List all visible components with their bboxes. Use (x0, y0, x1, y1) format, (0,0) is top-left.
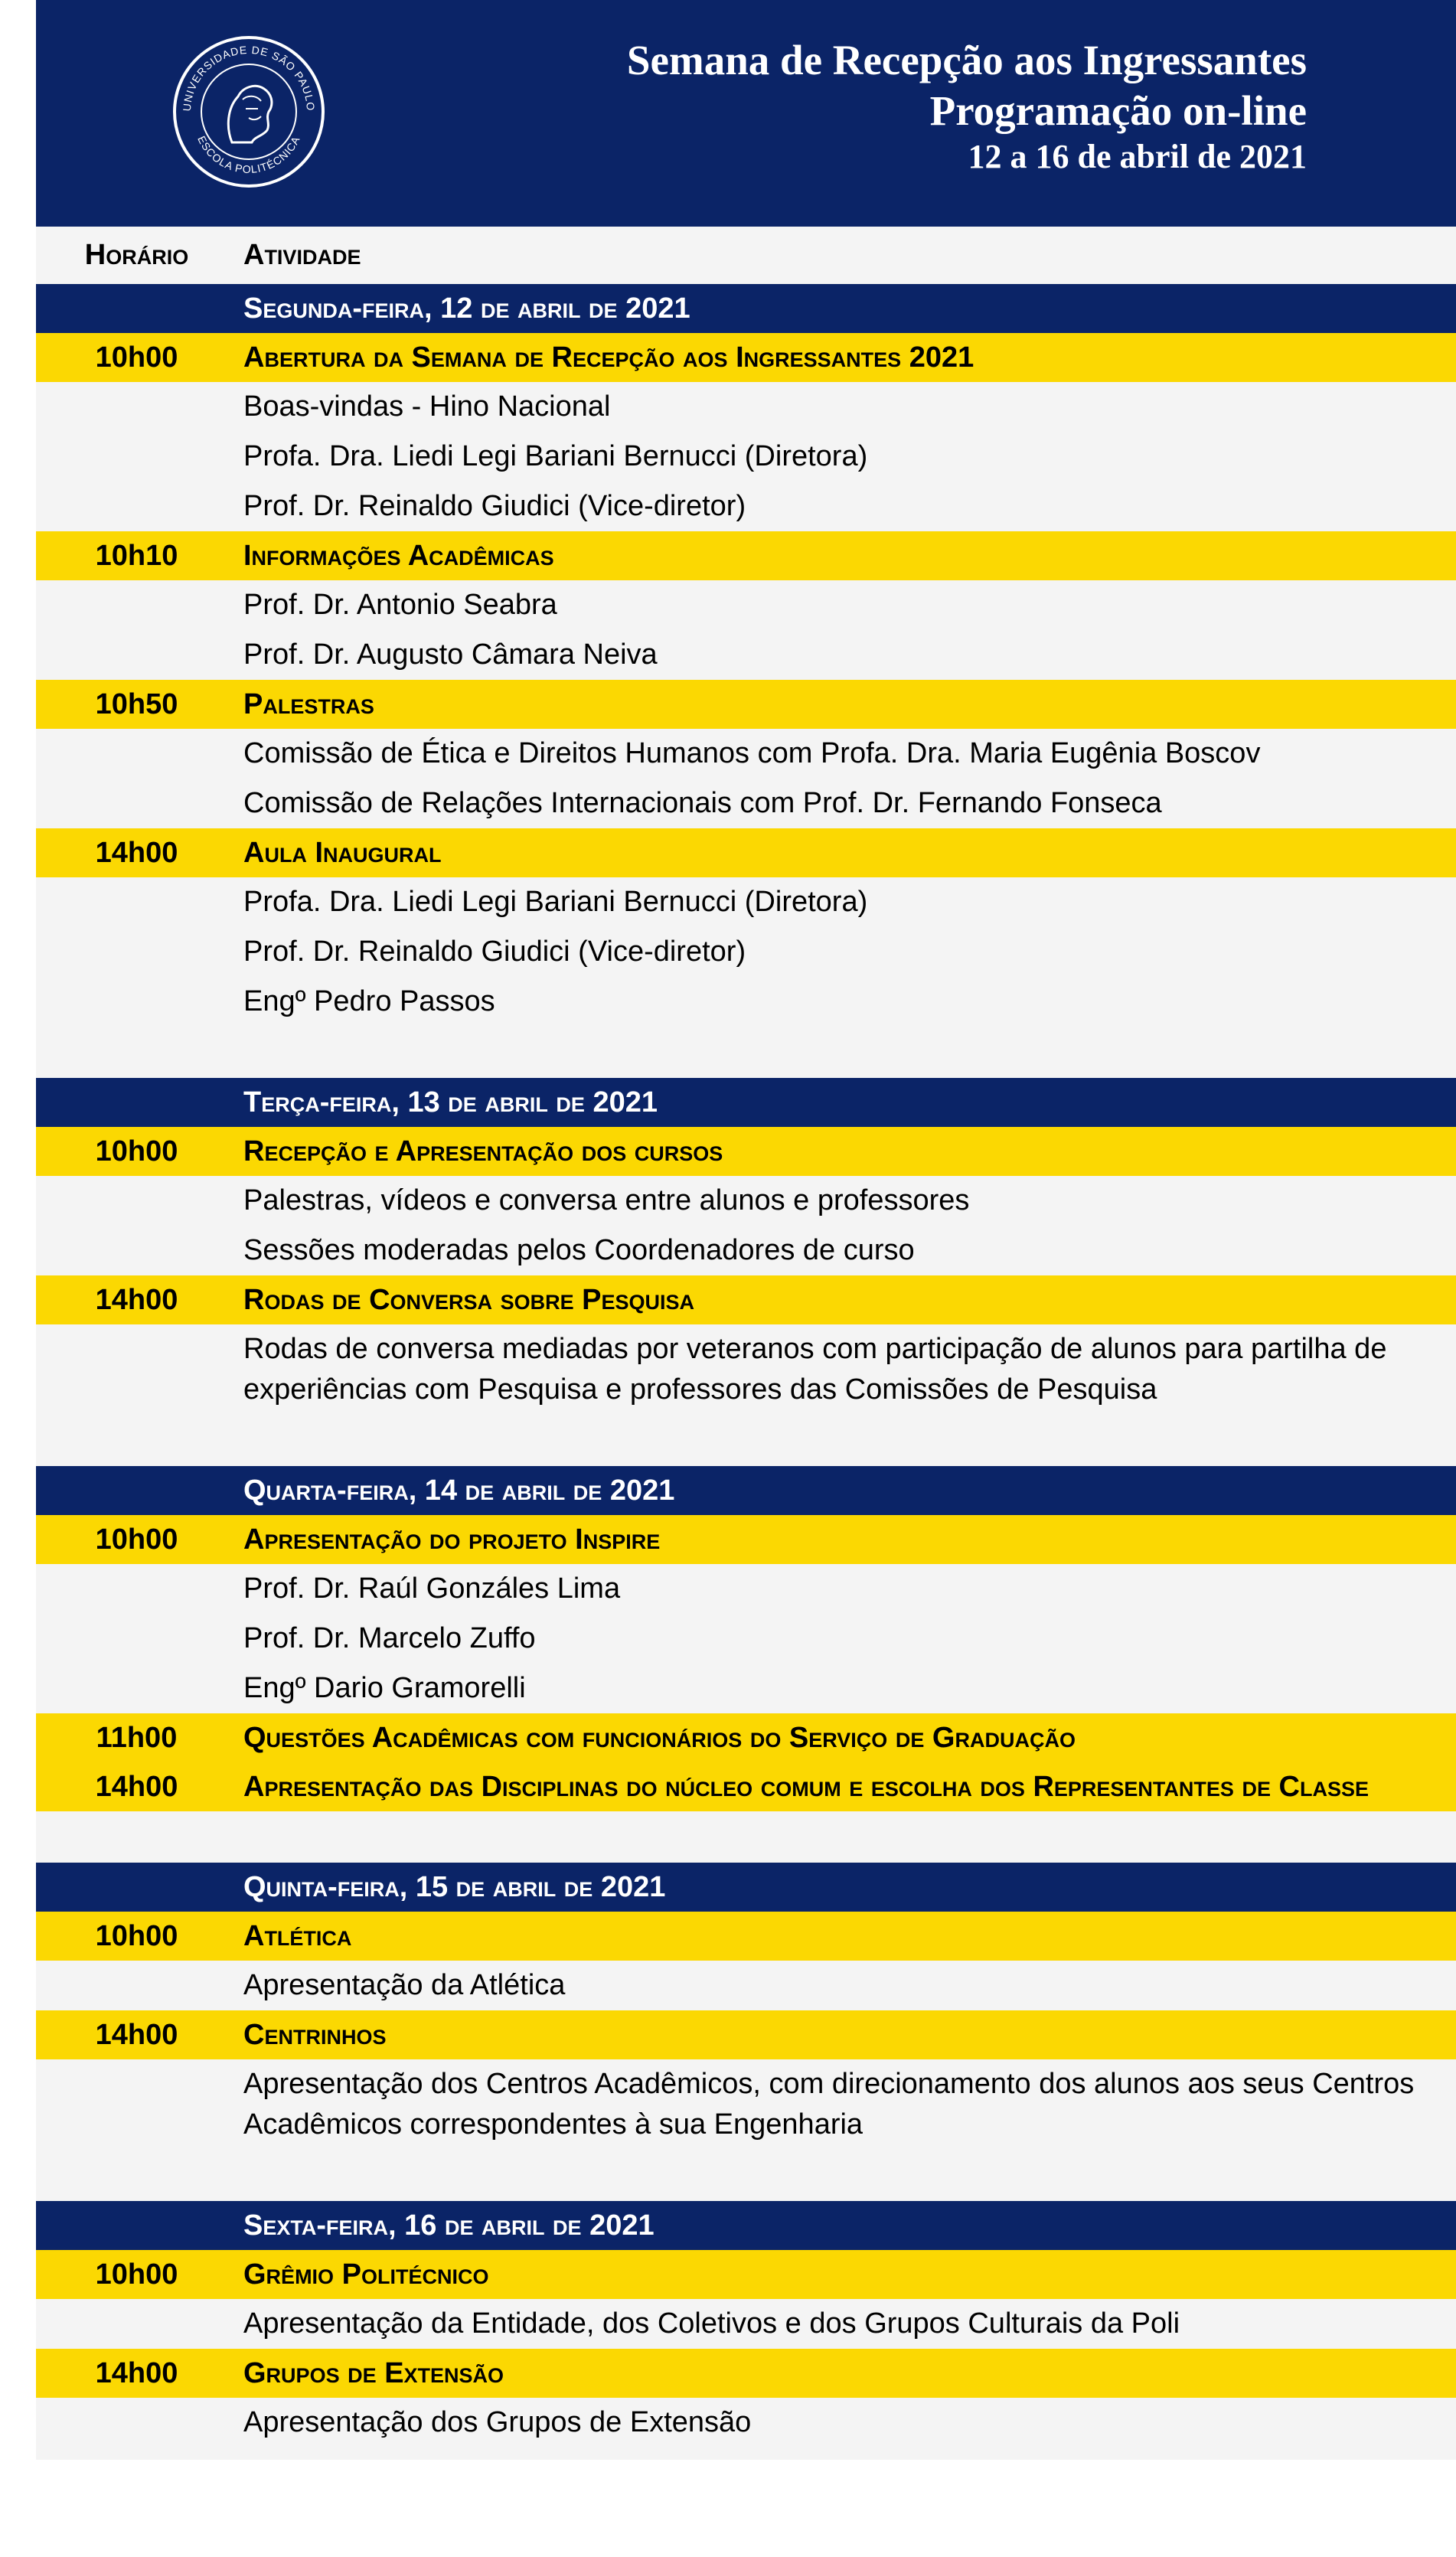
event-title: Aula Inaugural (243, 837, 442, 869)
document (36, 0, 1456, 2460)
event-row (36, 2250, 1456, 2299)
event-time: 10h00 (95, 341, 178, 374)
detail-text: Sessões moderadas pelos Coordenadores de curso (243, 1234, 915, 1266)
day-header-row (36, 1078, 1456, 1127)
event-title: Palestras (243, 688, 374, 720)
university-seal-icon (172, 35, 325, 188)
detail-row (36, 1664, 1456, 1713)
event-title: Grêmio Politécnico (243, 2258, 489, 2291)
event-time: 10h00 (95, 1135, 178, 1167)
day-header-row (36, 1863, 1456, 1912)
detail-row (36, 482, 1456, 531)
event-row (36, 1713, 1456, 1762)
event-row (36, 1515, 1456, 1564)
detail-row (36, 580, 1456, 630)
event-time: 14h00 (95, 836, 178, 869)
detail-row (36, 1324, 1456, 1415)
column-header-activity: Atividade (243, 239, 361, 271)
event-title: Apresentação do projeto Inspire (243, 1523, 661, 1556)
day-spacer (36, 1415, 1456, 1466)
detail-row (36, 1226, 1456, 1275)
day-header-label: Terça-feira, 13 de abril de 2021 (243, 1086, 658, 1118)
event-title: Questões Acadêmicas com funcionários do Serviço de Graduação (243, 1722, 1076, 1754)
event-title: Recepção e Apresentação dos cursos (243, 1135, 723, 1167)
header-title: Semana de Recepção aos Ingressantes (626, 37, 1307, 83)
detail-text: Prof. Dr. Reinaldo Giudici (Vice-diretor) (243, 490, 746, 522)
detail-row (36, 729, 1456, 779)
header-titles (627, 35, 1307, 178)
schedule-table (36, 227, 1456, 2460)
detail-row (36, 432, 1456, 482)
event-title: Centrinhos (243, 2019, 387, 2051)
detail-text: Palestras, vídeos e conversa entre alunos e professores (243, 1184, 970, 1216)
day-header-label: Quinta-feira, 15 de abril de 2021 (243, 1870, 666, 1903)
detail-text: Profa. Dra. Liedi Legi Bariani Bernucci (Diretora) (243, 886, 868, 918)
detail-row (36, 1614, 1456, 1664)
event-row (36, 333, 1456, 382)
column-header-time: Horário (84, 239, 189, 271)
event-title: Atlética (243, 1920, 352, 1952)
event-time: 10h00 (95, 1919, 178, 1952)
event-title: Informações Acadêmicas (243, 540, 554, 572)
detail-text: Apresentação dos Centros Acadêmicos, com direcionamento dos alunos aos seus Centros Acadêmicos correspondentes à sua Engenharia (243, 2068, 1415, 2141)
event-time: 10h10 (95, 539, 178, 572)
event-row (36, 2010, 1456, 2059)
event-title: Rodas de Conversa sobre Pesquisa (243, 1284, 695, 1316)
detail-row (36, 877, 1456, 927)
event-row (36, 2349, 1456, 2398)
detail-row (36, 779, 1456, 828)
column-header-row (36, 227, 1456, 284)
day-header-label: Quarta-feira, 14 de abril de 2021 (243, 1474, 675, 1507)
detail-text: Engº Pedro Passos (243, 985, 495, 1017)
detail-text: Prof. Dr. Marcelo Zuffo (243, 1622, 536, 1654)
event-time: 10h00 (95, 1523, 178, 1556)
event-row (36, 1912, 1456, 1961)
detail-text: Boas-vindas - Hino Nacional (243, 390, 611, 423)
event-row (36, 1275, 1456, 1324)
event-time: 11h00 (96, 1721, 178, 1754)
detail-text: Profa. Dra. Liedi Legi Bariani Bernucci (Diretora) (243, 440, 868, 472)
day-header-row (36, 2201, 1456, 2250)
day-header-label: Sexta-feira, 16 de abril de 2021 (243, 2209, 655, 2242)
day-spacer (36, 1027, 1456, 1078)
detail-row (36, 2059, 1456, 2150)
event-time: 10h00 (95, 2258, 178, 2291)
schedule-days (36, 284, 1456, 2448)
header-banner (36, 0, 1456, 227)
event-row (36, 828, 1456, 877)
svg-text:ESCOLA POLITÉCNICA: ESCOLA POLITÉCNICA (195, 133, 302, 176)
event-time: 10h50 (95, 687, 178, 720)
detail-text: Prof. Dr. Augusto Câmara Neiva (243, 638, 658, 671)
event-title: Apresentação das Disciplinas do núcleo comum e escolha dos Representantes de Classe (243, 1771, 1369, 1803)
detail-row (36, 382, 1456, 432)
detail-text: Prof. Dr. Antonio Seabra (243, 589, 557, 621)
day-spacer (36, 2150, 1456, 2201)
event-title: Abertura da Semana de Recepção aos Ingressantes 2021 (243, 341, 974, 374)
detail-text: Engº Dario Gramorelli (243, 1672, 526, 1704)
header-subtitle: Programação on-line (929, 87, 1307, 134)
detail-row (36, 977, 1456, 1027)
detail-row (36, 2398, 1456, 2448)
detail-row (36, 2299, 1456, 2349)
detail-text: Prof. Dr. Reinaldo Giudici (Vice-diretor) (243, 936, 746, 968)
detail-text: Comissão de Ética e Direitos Humanos com Profa. Dra. Maria Eugênia Boscov (243, 737, 1261, 769)
event-row (36, 531, 1456, 580)
header-dates: 12 a 16 de abril de 2021 (968, 138, 1307, 175)
event-time: 14h00 (95, 2356, 178, 2389)
event-title: Grupos de Extensão (243, 2357, 504, 2389)
detail-text: Prof. Dr. Raúl Gonzáles Lima (243, 1572, 621, 1605)
detail-row (36, 630, 1456, 680)
event-row (36, 1762, 1456, 1811)
day-header-label: Segunda-feira, 12 de abril de 2021 (243, 292, 690, 325)
detail-text: Rodas de conversa mediadas por veteranos com participação de alunos para partilha de experiências com Pesquisa e professores das Comissões de Pesquisa (243, 1333, 1387, 1406)
event-time: 14h00 (95, 1770, 178, 1803)
detail-text: Comissão de Relações Internacionais com Prof. Dr. Fernando Fonseca (243, 787, 1162, 819)
detail-row (36, 1564, 1456, 1614)
detail-text: Apresentação da Atlética (243, 1969, 566, 2001)
detail-row (36, 1961, 1456, 2010)
day-spacer (36, 1811, 1456, 1863)
day-header-row (36, 284, 1456, 333)
day-header-row (36, 1466, 1456, 1515)
detail-text: Apresentação dos Grupos de Extensão (243, 2406, 752, 2438)
event-time: 14h00 (95, 1283, 178, 1316)
detail-row (36, 1176, 1456, 1226)
detail-row (36, 927, 1456, 977)
event-time: 14h00 (95, 2018, 178, 2051)
detail-text: Apresentação da Entidade, dos Coletivos e dos Grupos Culturais da Poli (243, 2307, 1180, 2340)
event-row (36, 680, 1456, 729)
event-row (36, 1127, 1456, 1176)
svg-text:UNIVERSIDADE DE SÃO PAULO: UNIVERSIDADE DE SÃO PAULO (180, 43, 318, 112)
